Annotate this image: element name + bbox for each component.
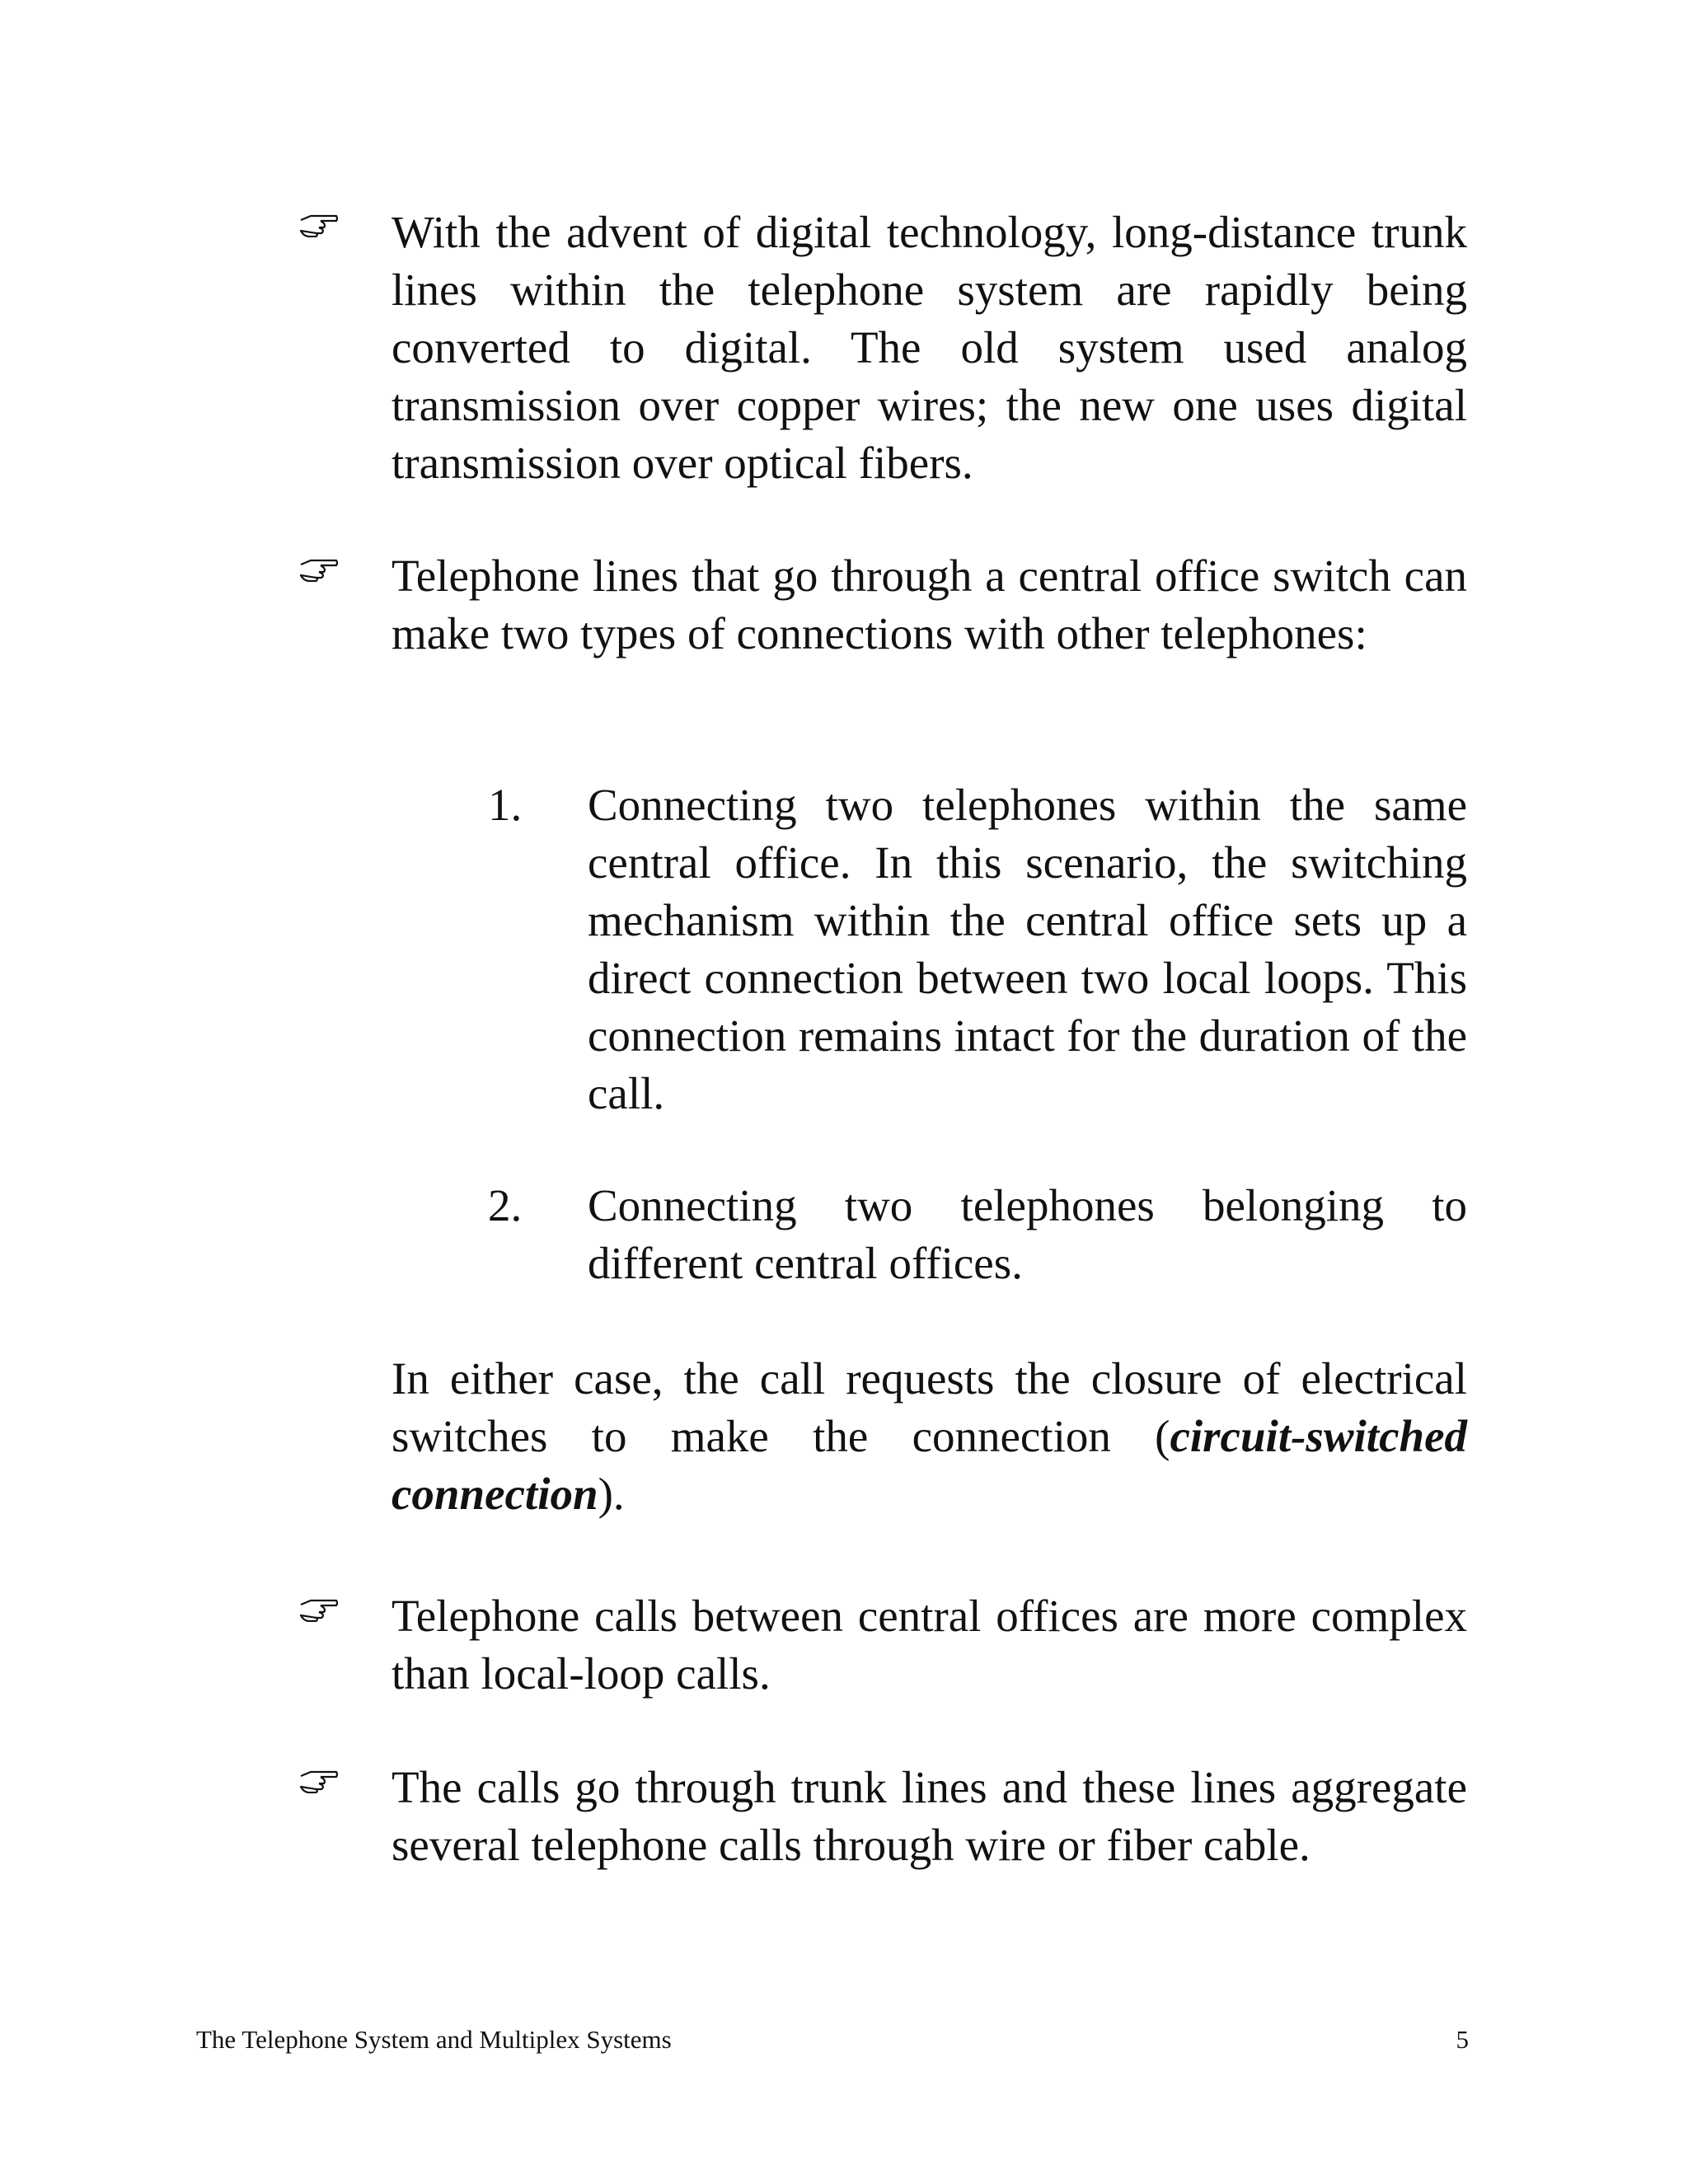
pointing-hand-icon: [298, 557, 338, 582]
summary-text-before: In either case, the call requests the closure of electrical switches to make the connection (: [392, 1353, 1467, 1461]
list-number: 2.: [488, 1180, 523, 1230]
bullet-paragraph: Telephone lines that go through a central office switch can make two types of connections with other telephones:: [392, 551, 1467, 658]
list-item: Connecting two telephones within the same central office. In this scenario, the switching mechanism within the central office sets up a direct connection between two local loops. This connection remains intact for the duration of the call.: [588, 780, 1467, 1118]
pointing-hand-icon: [298, 1597, 338, 1622]
bullet-paragraph: The calls go through trunk lines and these lines aggregate several telephone calls through wire or fiber cable.: [392, 1762, 1467, 1870]
footer-title: The Telephone System and Multiplex Systems: [196, 2025, 672, 2054]
page-number: 5: [1456, 2025, 1469, 2054]
list-item: Connecting two telephones belonging to different central offices.: [588, 1180, 1467, 1288]
summary-paragraph: [392, 1350, 1467, 1523]
bullet-paragraph: Telephone calls between central offices are more complex than local-loop calls.: [392, 1591, 1467, 1699]
list-number: 1.: [488, 780, 523, 830]
pointing-hand-icon: [298, 1769, 338, 1793]
bullet-paragraph: With the advent of digital technology, long-distance trunk lines within the telephone system are rapidly being converted to digital. The old system used analog transmission over copper wires; the new one uses digital transmission over optical fibers.: [392, 207, 1467, 488]
pointing-hand-icon: [298, 213, 338, 237]
circuit-switched-emphasis: circuit-switched connection: [392, 1411, 1467, 1519]
summary-text-after: ).: [598, 1469, 625, 1519]
